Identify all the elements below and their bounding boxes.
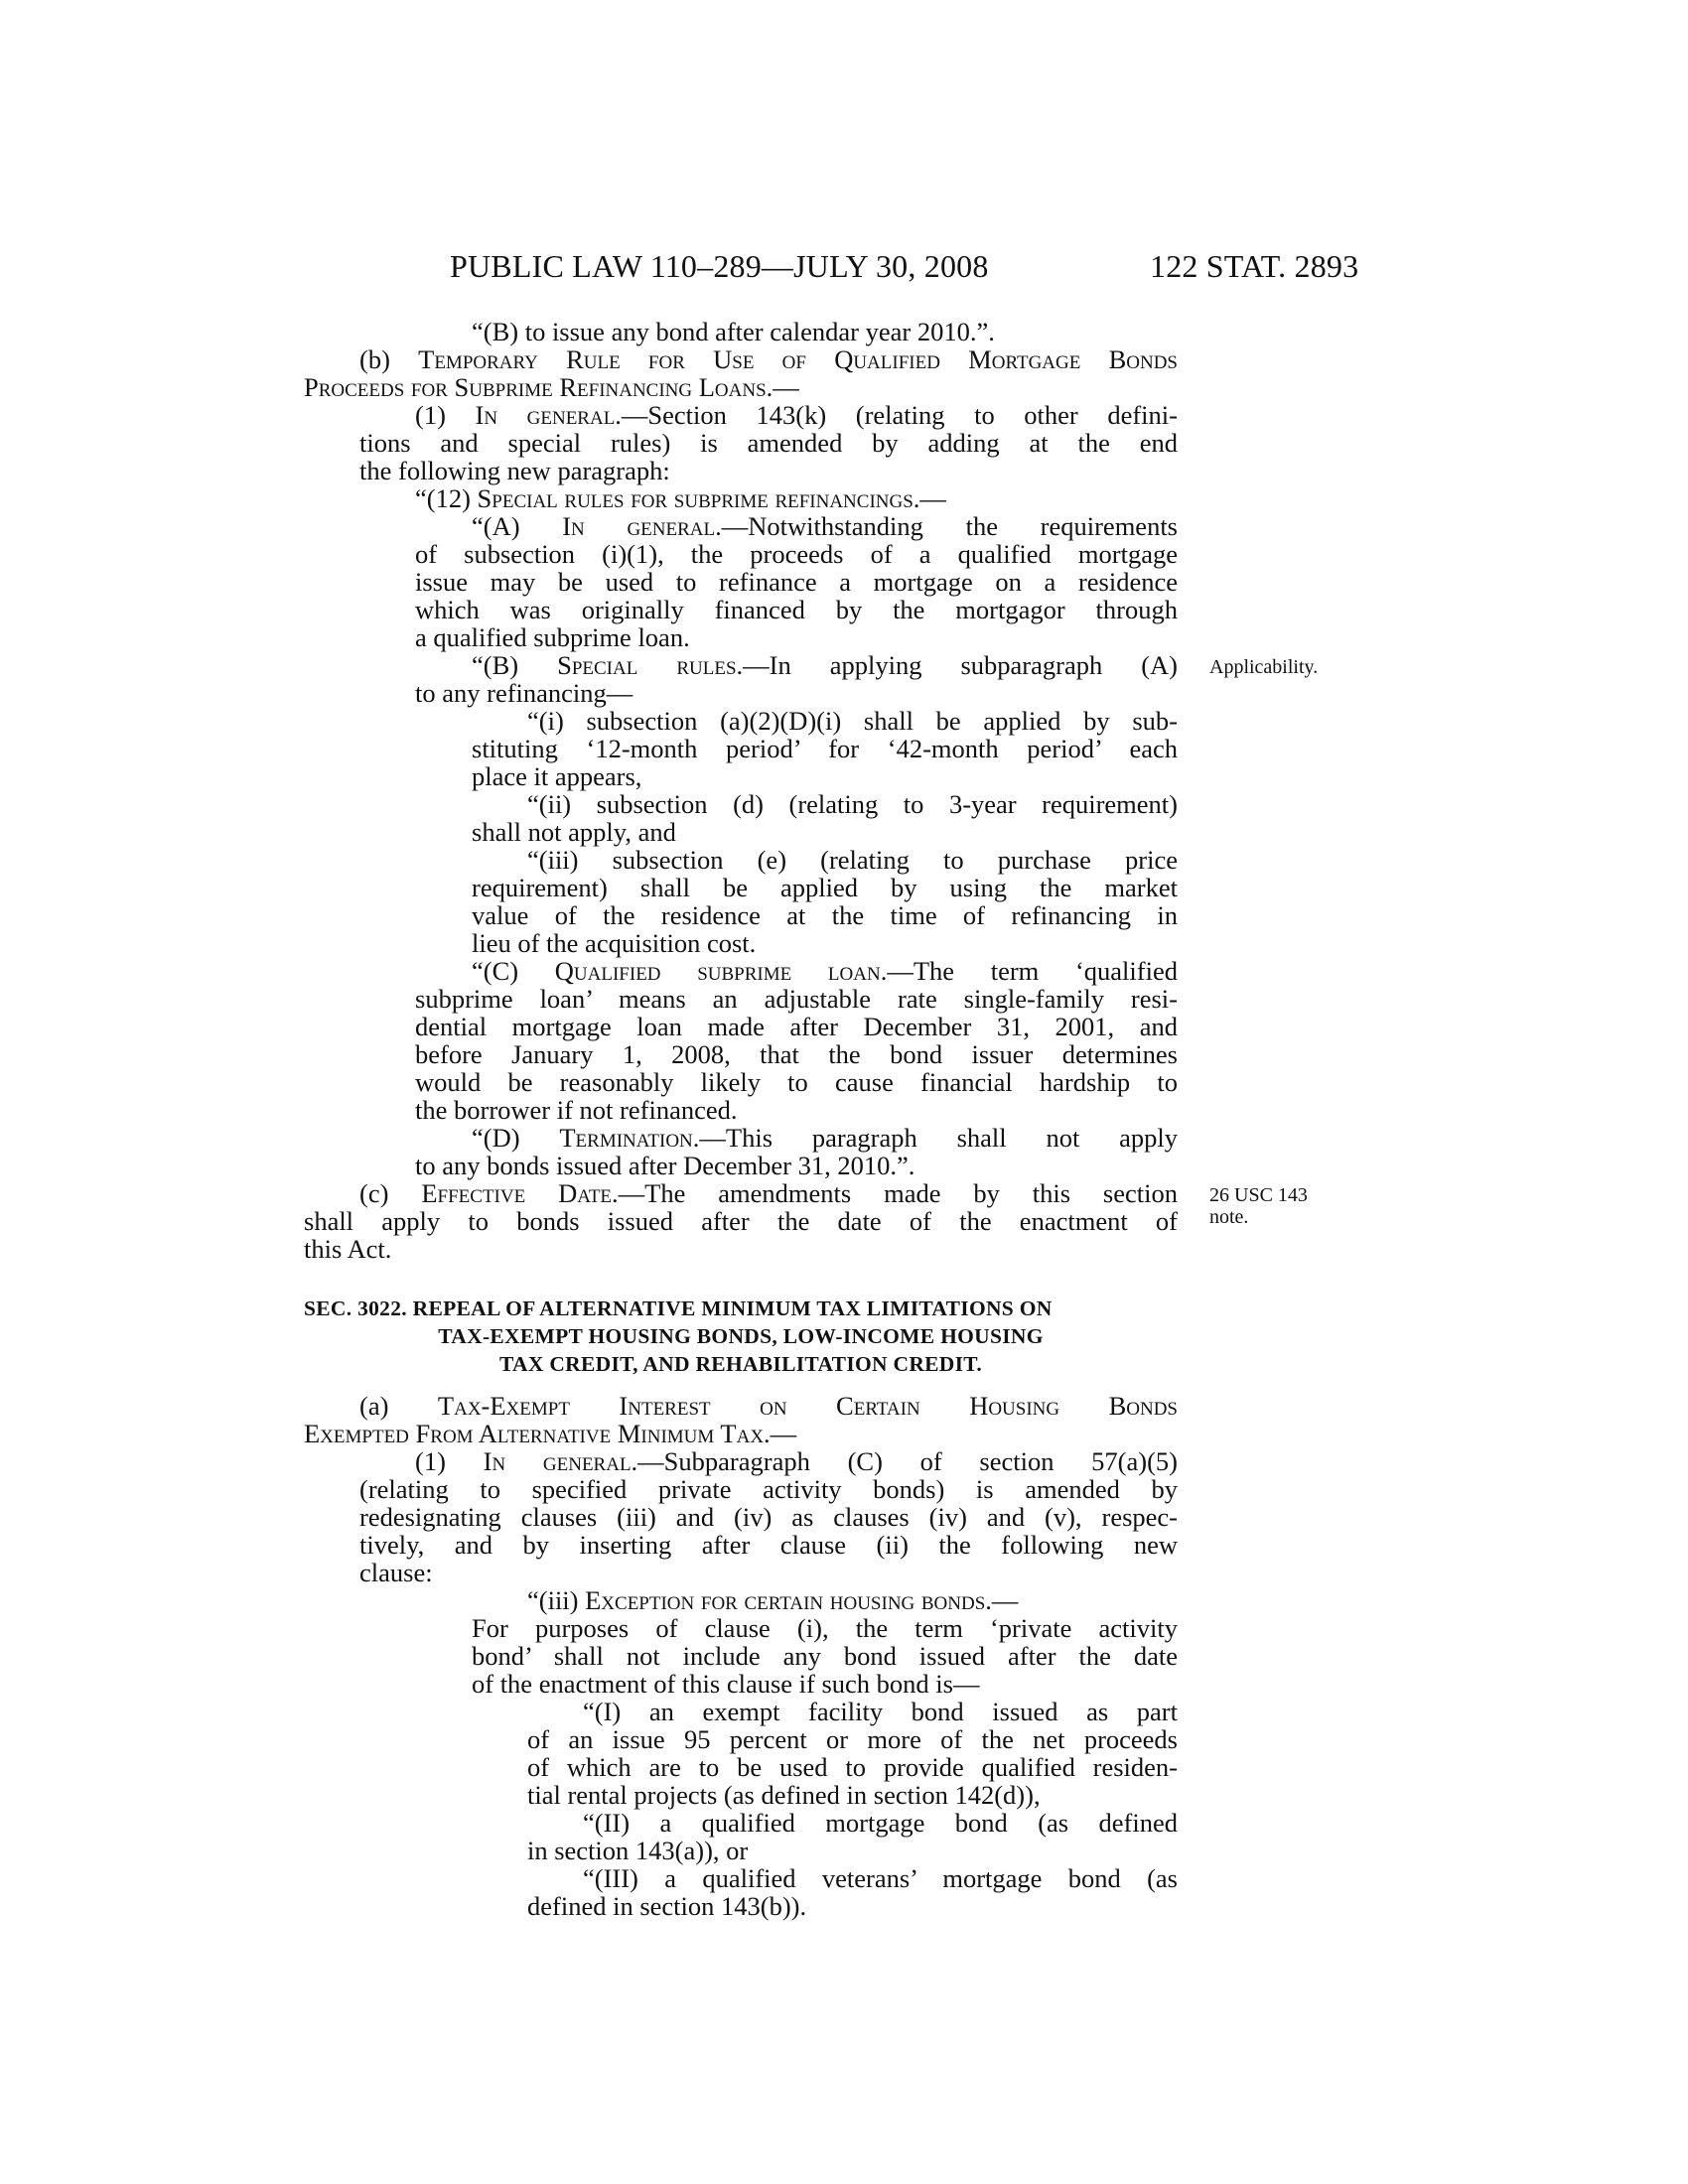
- text-line: Proceeds for Subprime Refinancing Loans.—: [304, 372, 799, 402]
- text-line: the following new paragraph:: [359, 456, 670, 485]
- text-line: before January 1, 2008, that the bond issuer determines: [415, 1039, 1178, 1069]
- text-line: Exempted From Alternative Minimum Tax.—: [304, 1419, 797, 1448]
- section-heading: SEC. 3022. REPEAL OF ALTERNATIVE MINIMUM TAX LIMITATIONS ON: [304, 1297, 1053, 1320]
- text-line: requirement) shall be applied by using the market: [472, 873, 1178, 902]
- margin-note-usc-note: note.: [1209, 1206, 1249, 1228]
- section-heading: TAX-EXEMPT HOUSING BONDS, LOW-INCOME HOUSING: [438, 1324, 1044, 1348]
- text-line: this Act.: [304, 1234, 392, 1264]
- text-line: to any refinancing—: [415, 678, 633, 708]
- text-line: which was originally financed by the mortgagor through: [415, 595, 1178, 624]
- text-line: lieu of the acquisition cost.: [472, 928, 757, 958]
- text-line: “(I) an exempt facility bond issued as part: [583, 1697, 1178, 1726]
- text-line: subprime loan’ means an adjustable rate single-family resi-: [415, 984, 1178, 1014]
- text-line: tial rental projects (as defined in section 142(d)),: [527, 1780, 1041, 1810]
- text-line: (c) Effective Date.—The amendments made by this section: [359, 1178, 1178, 1208]
- margin-note-usc-citation: 26 USC 143: [1209, 1184, 1308, 1206]
- text-line: “(B) to issue any bond after calendar year 2010.”.: [472, 317, 995, 346]
- text-line: stituting ‘12-month period’ for ‘42-month period’ each: [472, 734, 1178, 763]
- margin-note-applicability: Applicability.: [1209, 656, 1319, 678]
- text-line: place it appears,: [472, 761, 642, 791]
- text-line: dential mortgage loan made after December 31, 2001, and: [415, 1012, 1178, 1041]
- text-line: For purposes of clause (i), the term ‘private activity: [472, 1613, 1178, 1643]
- text-line: “(A) In general.—Notwithstanding the requirements: [472, 511, 1178, 541]
- text-line: “(ii) subsection (d) (relating to 3-year requirement): [527, 789, 1178, 819]
- text-line: in section 143(a)), or: [527, 1836, 749, 1865]
- text-line: shall not apply, and: [472, 817, 676, 847]
- text-line: “(iii) subsection (e) (relating to purchase price: [527, 845, 1178, 875]
- text-line: a qualified subprime loan.: [415, 622, 690, 652]
- text-line: clause:: [359, 1558, 433, 1587]
- text-line: (relating to specified private activity bonds) is amended by: [359, 1474, 1178, 1504]
- text-line: value of the residence at the time of refinancing in: [472, 900, 1178, 930]
- text-line: the borrower if not refinanced.: [415, 1095, 738, 1125]
- text-line: bond’ shall not include any bond issued after the date: [472, 1641, 1178, 1671]
- text-line: of which are to be used to provide qualified residen-: [527, 1752, 1178, 1782]
- text-line: issue may be used to refinance a mortgage on a residence: [415, 567, 1178, 597]
- text-line: (1) In general.—Section 143(k) (relating to other defini-: [415, 400, 1178, 430]
- text-line: of an issue 95 percent or more of the net proceeds: [527, 1724, 1178, 1754]
- text-line: “(C) Qualified subprime loan.—The term ‘qualified: [472, 956, 1178, 986]
- text-line: defined in section 143(b)).: [527, 1891, 807, 1921]
- section-heading: TAX CREDIT, AND REHABILITATION CREDIT.: [498, 1352, 983, 1376]
- running-head-title: PUBLIC LAW 110–289—JULY 30, 2008: [450, 248, 989, 284]
- text-line: “(12) Special rules for subprime refinancings.—: [415, 483, 946, 513]
- text-line: of subsection (i)(1), the proceeds of a qualified mortgage: [415, 539, 1178, 569]
- text-line: would be reasonably likely to cause financial hardship to: [415, 1067, 1178, 1097]
- text-line: of the enactment of this clause if such bond is—: [472, 1669, 980, 1699]
- page-header: [0, 248, 1688, 288]
- text-line: (a) Tax-Exempt Interest on Certain Housing Bonds: [359, 1391, 1178, 1421]
- text-line: shall apply to bonds issued after the date of the enactment of: [304, 1206, 1178, 1236]
- statute-page-number: 122 STAT. 2893: [1150, 248, 1359, 284]
- text-line: “(i) subsection (a)(2)(D)(i) shall be applied by sub-: [527, 706, 1178, 736]
- text-line: “(II) a qualified mortgage bond (as defined: [583, 1808, 1178, 1838]
- text-line: “(D) Termination.—This paragraph shall not apply: [472, 1123, 1178, 1153]
- text-line: “(III) a qualified veterans’ mortgage bond (as: [583, 1863, 1178, 1893]
- text-line: “(B) Special rules.—In applying subparagraph (A): [472, 650, 1178, 680]
- text-line: tions and special rules) is amended by adding at the end: [359, 428, 1178, 458]
- text-line: to any bonds issued after December 31, 2010.”.: [415, 1151, 915, 1180]
- text-line: (b) Temporary Rule for Use of Qualified Mortgage Bonds: [359, 344, 1178, 374]
- text-line: tively, and by inserting after clause (ii) the following new: [359, 1530, 1178, 1560]
- text-line: (1) In general.—Subparagraph (C) of section 57(a)(5): [415, 1446, 1178, 1476]
- text-line: “(iii) Exception for certain housing bonds.—: [527, 1585, 1019, 1615]
- text-line: redesignating clauses (iii) and (iv) as clauses (iv) and (v), respec-: [359, 1502, 1178, 1532]
